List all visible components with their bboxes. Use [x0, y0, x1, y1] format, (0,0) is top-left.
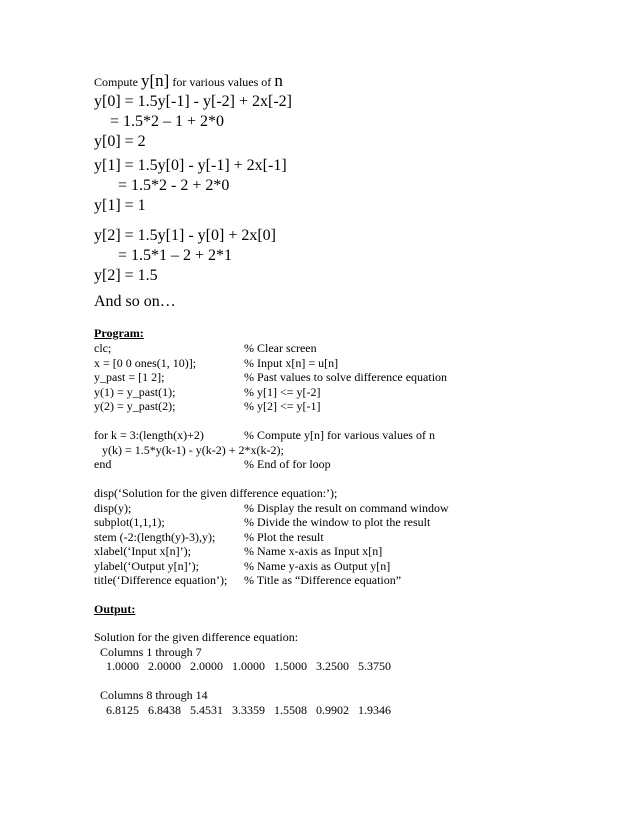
- value: 3.3359: [232, 702, 265, 717]
- math-block-2: [94, 226, 276, 286]
- value: 6.8125: [106, 702, 139, 717]
- program-heading: Program:: [94, 326, 144, 340]
- code-comment: % Clear screen: [244, 341, 317, 355]
- intro-word: Compute: [94, 75, 138, 89]
- values-row-1: [94, 659, 391, 674]
- code-comment: % y[2] <= y[-1]: [244, 399, 321, 413]
- code-comment: % Past values to solve difference equation: [244, 370, 448, 384]
- intro-n: n: [274, 71, 283, 90]
- output-block: [94, 630, 391, 717]
- code-text: title(‘Difference equation’);: [94, 573, 228, 587]
- code-text: stem (-2:(length(y)-3),y);: [94, 529, 216, 544]
- code-text: y(2) = y_past(2);: [94, 399, 176, 413]
- code-comment: % Name y-axis as Output y[n]: [244, 558, 391, 573]
- code-text: x = [0 0 ones(1, 10)];: [94, 355, 197, 370]
- output-heading: Output:: [94, 602, 136, 616]
- code-text: y(k) = 1.5*y(k-1) - y(k-2) + 2*x(k-2);: [102, 442, 284, 457]
- value: 1.9346: [358, 702, 391, 717]
- code-text: y(1) = y_past(1);: [94, 384, 176, 399]
- values-row-2: [94, 703, 391, 718]
- code-text: disp(‘Solution for the given difference equation:’);: [94, 486, 338, 500]
- code-comment: % Plot the result: [244, 529, 324, 544]
- equation-result: y[2] = 1.5: [94, 267, 158, 284]
- code-text: xlabel(‘Input x[n]’);: [94, 544, 191, 558]
- value: 6.8438: [148, 702, 181, 717]
- value: 1.5508: [274, 702, 307, 717]
- equation-line: y[2] = 1.5y[1] - y[0] + 2x[0]: [94, 227, 276, 244]
- equation-line: = 1.5*2 - 2 + 2*0: [118, 177, 230, 194]
- code-text: end: [94, 457, 112, 471]
- code-text: ylabel(‘Output y[n]’);: [94, 558, 199, 573]
- equation-line: = 1.5*2 – 1 + 2*0: [110, 113, 225, 130]
- value: 2.0000: [148, 659, 181, 673]
- math-block-1: [94, 156, 287, 216]
- code-text: y_past = [1 2];: [94, 370, 165, 384]
- equation-result: y[1] = 1: [94, 197, 146, 214]
- value: 5.4531: [190, 702, 223, 717]
- code-comment: % Input x[n] = u[n]: [244, 355, 339, 370]
- output-text: Solution for the given difference equation:: [94, 630, 299, 644]
- value: 1.0000: [232, 659, 265, 673]
- code-comment: % y[1] <= y[-2]: [244, 384, 321, 399]
- code-comment: % Divide the window to plot the result: [244, 515, 431, 529]
- code-text: for k = 3:(length(x)+2): [94, 428, 204, 442]
- code-comment: % Name x-axis as Input x[n]: [244, 544, 383, 558]
- equation-result: y[0] = 2: [94, 133, 146, 150]
- equation-line: y[0] = 1.5y[-1] - y[-2] + 2x[-2]: [94, 93, 292, 110]
- math-block-0: [94, 92, 292, 152]
- spacer: [94, 674, 391, 689]
- intro-line: [94, 72, 283, 91]
- code-comment: % End of for loop: [244, 457, 331, 471]
- value: 2.0000: [190, 659, 223, 673]
- value: 1.0000: [106, 659, 139, 673]
- code-comment: % Title as “Difference equation”: [244, 573, 402, 587]
- code-comment: % Display the result on command window: [244, 500, 449, 515]
- and-so-on: And so on…: [94, 293, 176, 310]
- code-text: subplot(1,1,1);: [94, 515, 165, 529]
- value: 1.5000: [274, 659, 307, 673]
- columns-label: Columns 1 through 7: [100, 644, 202, 659]
- value: 0.9902: [316, 702, 349, 717]
- code-text: disp(y);: [94, 500, 132, 515]
- intro-mid: for various values of: [172, 75, 272, 89]
- value: 5.3750: [358, 659, 391, 673]
- equation-line: = 1.5*1 – 2 + 2*1: [118, 247, 233, 264]
- code-comment: % Compute y[n] for various values of n: [244, 428, 435, 442]
- code-text: clc;: [94, 341, 112, 355]
- columns-label: Columns 8 through 14: [100, 688, 208, 702]
- value: 3.2500: [316, 659, 349, 673]
- equation-line: y[1] = 1.5y[0] - y[-1] + 2x[-1]: [94, 157, 287, 174]
- intro-var: y[n]: [141, 71, 170, 90]
